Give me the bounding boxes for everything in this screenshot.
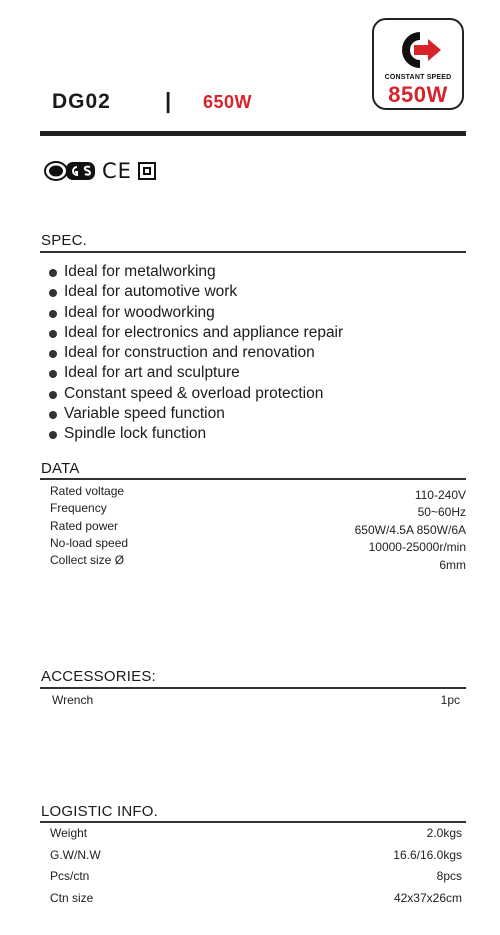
spec-divider: [40, 251, 466, 253]
badge-caption: CONSTANT SPEED: [384, 74, 452, 81]
logistic-row: [50, 891, 462, 908]
accessory-value: 1pc: [440, 693, 460, 707]
accessories-heading: ACCESSORIES:: [41, 668, 156, 685]
data-label: Rated power: [50, 519, 119, 533]
logistic-value: 2.0kgs: [426, 826, 462, 840]
tuv-gs-mark-icon: [44, 160, 96, 182]
header-divider: [40, 131, 466, 136]
list-item: Variable speed function: [48, 404, 343, 424]
logistic-label: Weight: [50, 826, 88, 840]
data-value: 650W/4.5A 850W/6A: [354, 523, 466, 537]
logistic-value: 42x37x26cm: [393, 891, 462, 905]
accessories-divider: [40, 687, 466, 689]
data-row: [50, 519, 466, 536]
ce-mark-icon: CE: [102, 159, 132, 183]
constant-speed-badge: [372, 18, 464, 110]
double-insulation-icon: [138, 162, 156, 180]
data-label: Collect size Ø: [50, 553, 125, 567]
spec-heading: SPEC.: [41, 232, 88, 249]
spec-list: [48, 262, 343, 445]
title-separator: |: [165, 88, 172, 113]
data-value: 110-240V: [414, 488, 466, 502]
data-row: [50, 553, 466, 570]
data-value: 10000-25000r/min: [368, 540, 466, 554]
logistic-row: [50, 848, 462, 865]
data-row: [50, 536, 466, 553]
badge-wattage: 850W: [388, 82, 448, 107]
data-label: Frequency: [50, 501, 107, 515]
list-item: Ideal for automotive work: [48, 282, 343, 302]
list-item: Ideal for metalworking: [48, 262, 343, 282]
data-label: No-load speed: [50, 536, 129, 550]
data-divider: [40, 478, 466, 480]
list-item: Ideal for electronics and appliance repair: [48, 323, 343, 343]
data-value: 6mm: [439, 558, 466, 572]
list-item: Ideal for woodworking: [48, 303, 343, 323]
logistic-row: [50, 869, 462, 886]
logistic-heading: LOGISTIC INFO.: [41, 803, 158, 820]
data-row: [50, 484, 466, 501]
list-item: Constant speed & overload protection: [48, 384, 343, 404]
data-heading: DATA: [41, 460, 80, 477]
logistic-divider: [40, 821, 466, 823]
logistic-label: Pcs/ctn: [50, 869, 90, 883]
logistic-label: G.W/N.W: [50, 848, 101, 862]
data-value: 50~60Hz: [417, 505, 466, 519]
certification-marks: [44, 160, 156, 182]
logistic-row: [50, 826, 462, 843]
rated-power: 650W: [203, 92, 253, 112]
list-item: Ideal for construction and renovation: [48, 343, 343, 363]
data-row: [50, 501, 466, 518]
logistic-value: 16.6/16.0kgs: [393, 848, 462, 862]
model-name: DG02: [52, 90, 111, 113]
data-label: Rated voltage: [50, 484, 125, 498]
logistic-label: Ctn size: [50, 891, 94, 905]
accessory-label: Wrench: [52, 693, 94, 707]
constant-speed-icon: [396, 30, 444, 70]
logistic-value: 8pcs: [436, 869, 462, 883]
list-item: Spindle lock function: [48, 424, 343, 444]
accessory-row: [52, 693, 460, 710]
list-item: Ideal for art and sculpture: [48, 363, 343, 383]
